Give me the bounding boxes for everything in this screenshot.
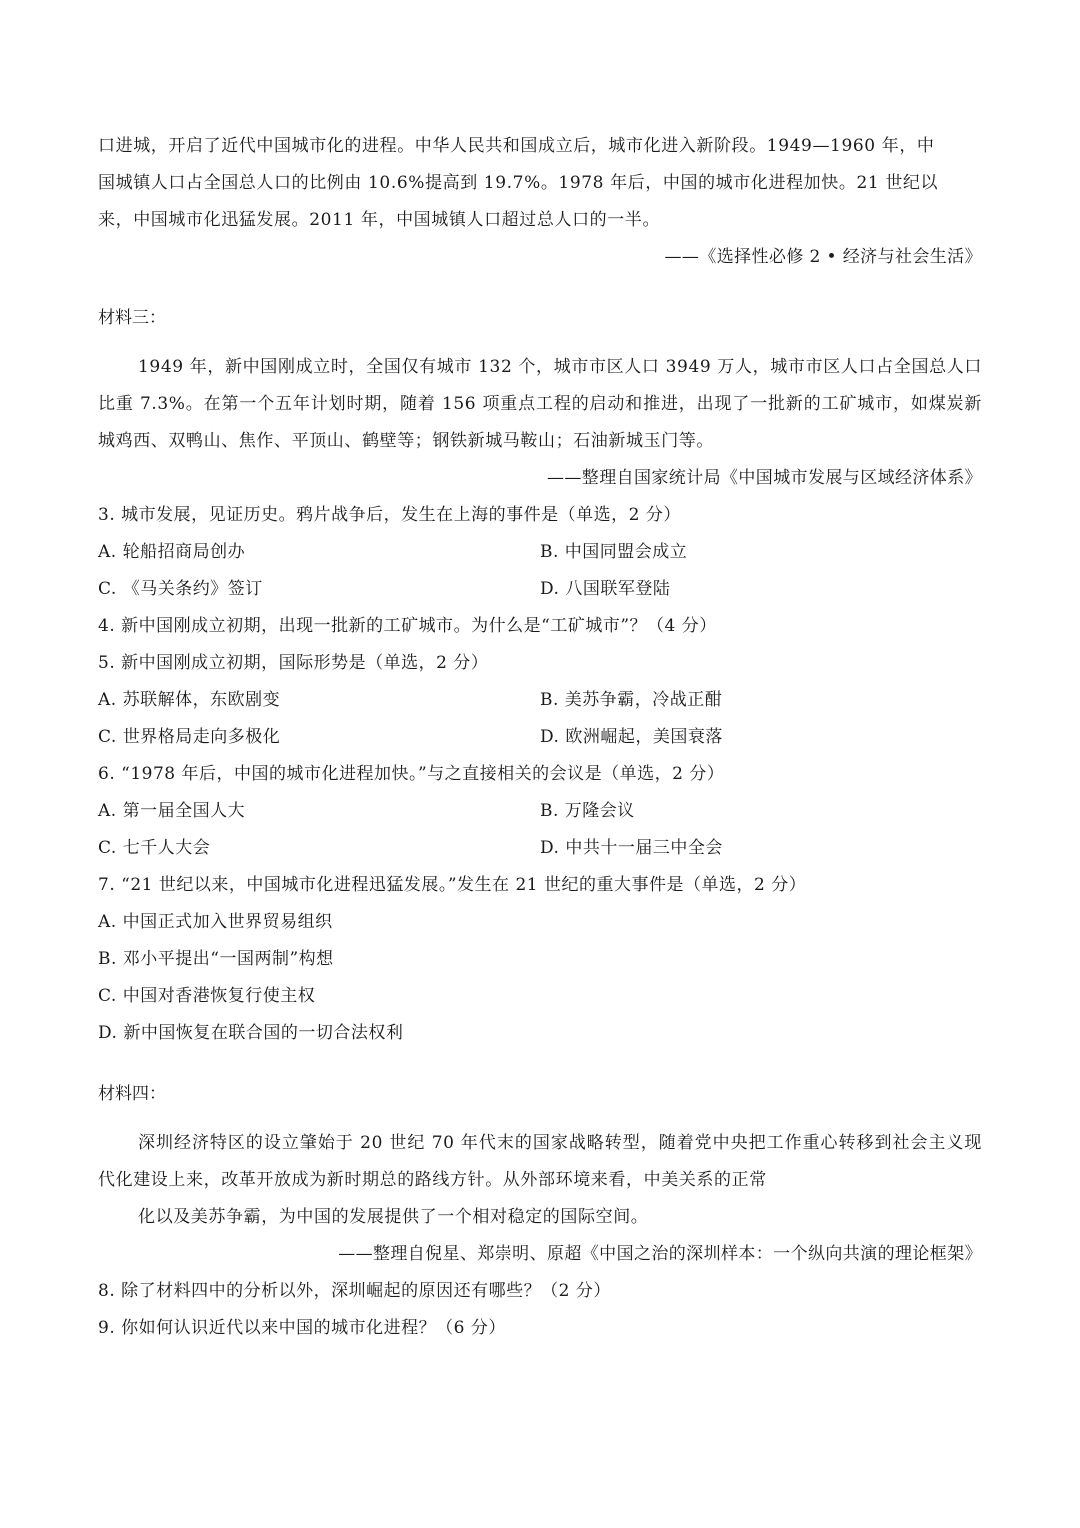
question-3-options — [98, 534, 982, 608]
question-3-stem: 3. 城市发展，见证历史。鸦片战争后，发生在上海的事件是（单选，2 分） — [98, 505, 681, 525]
question-3-option-a: A. 轮船招商局创办 — [98, 542, 246, 562]
material-2-continued — [98, 128, 982, 276]
material-4-heading: 材料四： — [98, 1084, 166, 1104]
question-4-stem: 4. 新中国刚成立初期，出现一批新的工矿城市。为什么是“工矿城市”？（4 分） — [98, 616, 717, 636]
question-7-option-b: B. 邓小平提出“一国两制”构想 — [98, 949, 334, 969]
material-3-heading: 材料三： — [98, 308, 166, 328]
question-5 — [98, 645, 982, 756]
question-7-option-c: C. 中国对香港恢复行使主权 — [98, 986, 316, 1006]
material-3-text: 1949 年，新中国刚成立时，全国仅有城市 132 个，城市市区人口 3949 万人，城市市区人口占全国总人口比重 7.3%。在第一个五年计划时期，随着 156 项重点工程的启动和推进，出现了一批新的工矿城市，如煤炭新城鸡西、双鸭山、焦作、平顶山、鹤壁等；钢铁新城马鞍山；石油新城玉门等。 — [98, 357, 982, 451]
question-9-stem: 9. 你如何认识近代以来中国的城市化进程？（6 分） — [98, 1318, 506, 1338]
question-7-options — [98, 904, 982, 1052]
question-7 — [98, 867, 982, 1052]
material-2-line-2: 国城镇人口占全国总人口的比例由 10.6%提高到 19.7%。1978 年后，中国的城市化进程加快。21 世纪以 — [98, 173, 939, 193]
question-6-option-b: B. 万隆会议 — [540, 801, 635, 821]
material-3-source: ——整理自国家统计局《中国城市发展与区域经济体系》 — [547, 468, 982, 488]
question-5-option-c: C. 世界格局走向多极化 — [98, 727, 281, 747]
material-4-text-2: 化以及美苏争霸，为中国的发展提供了一个相对稳定的国际空间。 — [138, 1207, 649, 1227]
question-6 — [98, 756, 982, 867]
question-8-stem: 8. 除了材料四中的分析以外，深圳崛起的原因还有哪些？（2 分） — [98, 1281, 611, 1301]
material-4-text-1: 深圳经济特区的设立肇始于 20 世纪 70 年代末的国家战略转型，随着党中央把工作重心转移到社会主义现代化建设上来，改革开放成为新时期总的路线方针。从外部环境来看，中美关系的正常 — [98, 1133, 982, 1190]
question-6-options — [98, 793, 982, 867]
question-3-option-c: C. 《马关条约》签订 — [98, 579, 263, 599]
question-3-option-b: B. 中国同盟会成立 — [540, 542, 688, 562]
question-3-option-d: D. 八国联军登陆 — [540, 579, 671, 599]
question-5-options — [98, 682, 982, 756]
material-2-line-1: 口进城，开启了近代中国城市化的进程。中华人民共和国成立后，城市化进入新阶段。1949—1960 年，中 — [98, 136, 935, 156]
question-7-stem: 7. “21 世纪以来，中国城市化进程迅猛发展。”发生在 21 世纪的重大事件是（单选，2 分） — [98, 875, 807, 895]
question-6-stem: 6. “1978 年后，中国的城市化进程加快。”与之直接相关的会议是（单选，2 分） — [98, 764, 725, 784]
exam-page — [98, 128, 982, 1347]
question-6-option-a: A. 第一届全国人大 — [98, 801, 246, 821]
material-4 — [98, 1076, 982, 1273]
material-2-line-3: 来，中国城市化迅猛发展。2011 年，中国城镇人口超过总人口的一半。 — [98, 210, 661, 230]
question-7-option-d: D. 新中国恢复在联合国的一切合法权利 — [98, 1023, 404, 1043]
material-3 — [98, 300, 982, 497]
material-2-source: ——《选择性必修 2 • 经济与社会生活》 — [664, 247, 982, 267]
question-6-option-c: C. 七千人大会 — [98, 838, 211, 858]
question-5-option-a: A. 苏联解体，东欧剧变 — [98, 690, 281, 710]
question-5-stem: 5. 新中国刚成立初期，国际形势是（单选，2 分） — [98, 653, 489, 673]
question-5-option-b: B. 美苏争霸，冷战正酣 — [540, 690, 723, 710]
question-6-option-d: D. 中共十一届三中全会 — [540, 838, 723, 858]
question-3 — [98, 497, 982, 608]
question-5-option-d: D. 欧洲崛起，美国衰落 — [540, 727, 723, 747]
material-4-source: ——整理自倪星、郑崇明、原超《中国之治的深圳样本：一个纵向共演的理论框架》 — [338, 1244, 982, 1264]
question-7-option-a: A. 中国正式加入世界贸易组织 — [98, 912, 333, 932]
